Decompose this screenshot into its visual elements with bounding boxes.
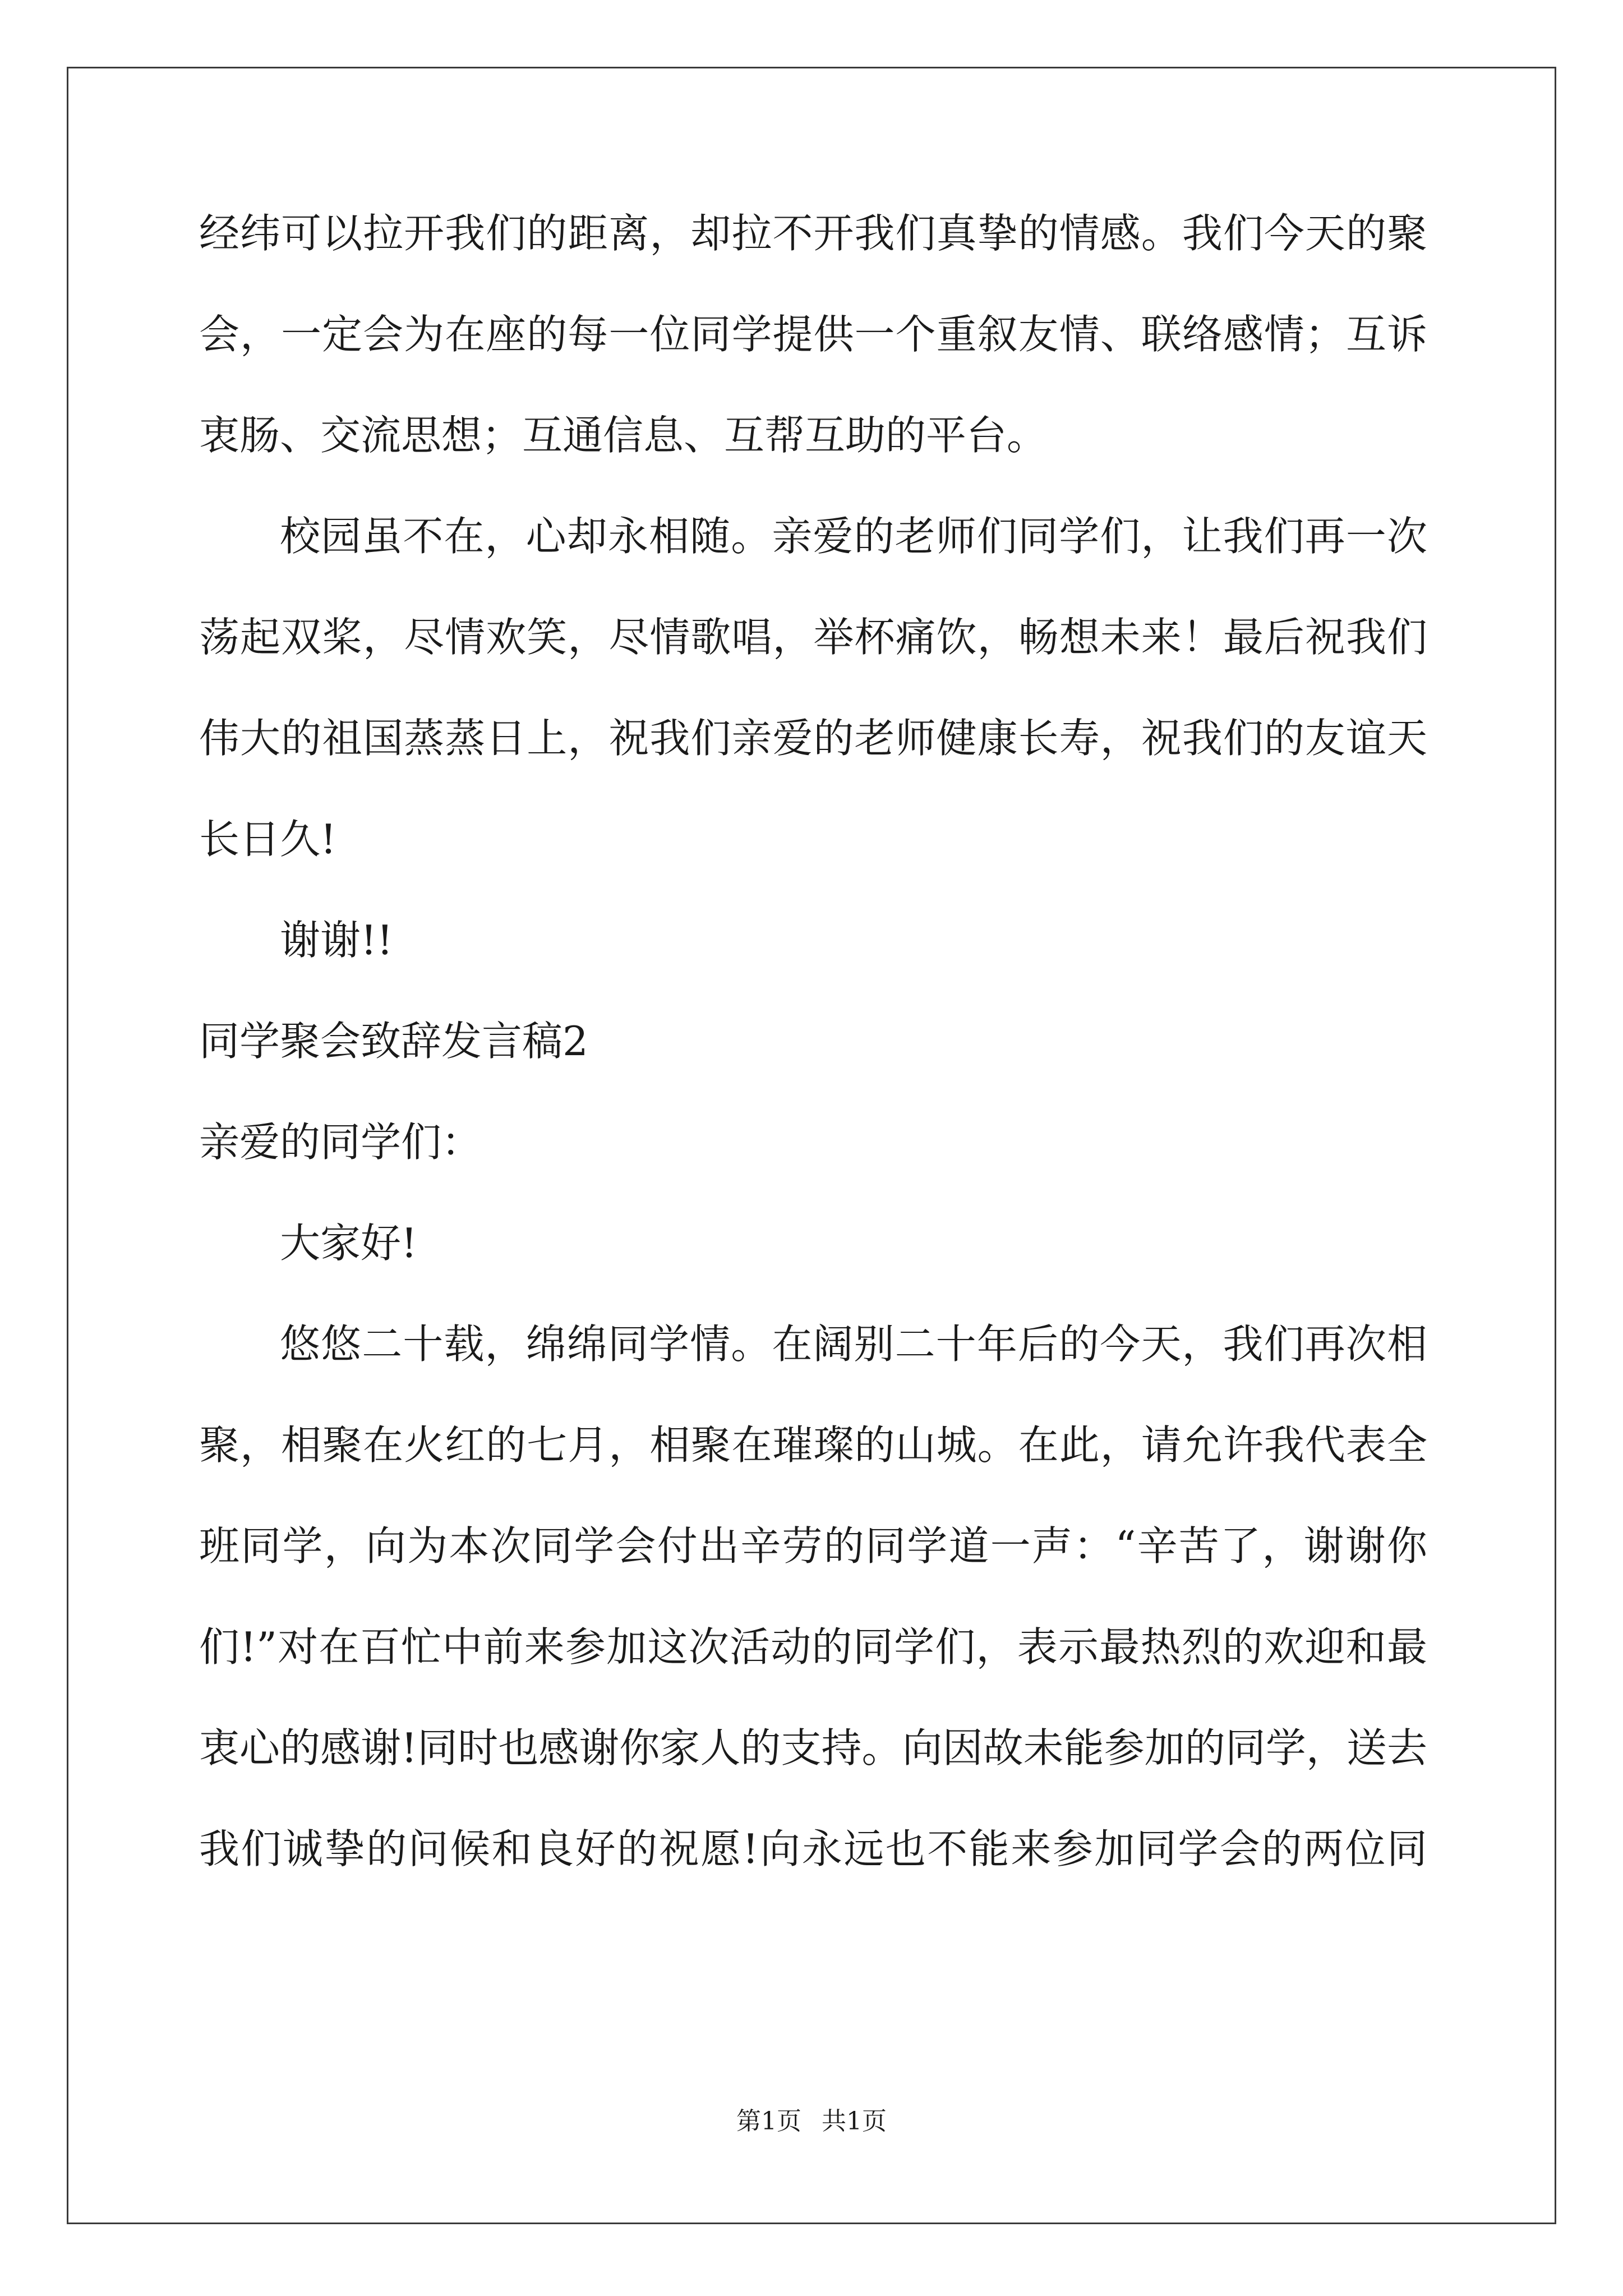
text-line-17: 我们诚挚的问候和良好的祝愿!向永远也不能来参加同学会的两位同 [199,1825,1427,1872]
text-line-12: 悠悠二十载，绵绵同学情。在阔别二十年后的今天，我们再次相 [280,1320,1427,1368]
greeting: 大家好! [280,1220,417,1267]
text-line-5: 荡起双桨，尽情欢笑，尽情歌唱，举杯痛饮，畅想未来！最后祝我们 [199,614,1427,661]
text-line-7: 长日久! [199,816,336,863]
text-line-3: 衷肠、交流思想；互通信息、互帮互助的平台。 [199,412,1048,459]
text-line-4: 校园虽不在，心却永相随。亲爱的老师们同学们，让我们再一次 [280,513,1427,560]
text-line-1: 经纬可以拉开我们的距离，却拉不开我们真挚的情感。我们今天的聚 [199,210,1427,257]
text-line-14: 班同学，向为本次同学会付出辛劳的同学道一声：“辛苦了，谢谢你 [199,1522,1427,1570]
page-number: 第1页 [736,2107,801,2136]
text-line-8: 谢谢!! [280,917,393,964]
page-footer [0,2109,1623,2134]
text-line-13: 聚，相聚在火红的七月，相聚在璀璨的山城。在此，请允许我代表全 [199,1421,1427,1469]
text-line-2: 会，一定会为在座的每一位同学提供一个重叙友情、联络感情；互诉 [199,311,1427,358]
section-heading: 同学聚会致辞发言稿2 [199,1018,588,1065]
salutation: 亲爱的同学们： [199,1119,482,1166]
text-line-6: 伟大的祖国蒸蒸日上，祝我们亲爱的老师健康长寿，祝我们的友谊天 [199,715,1427,762]
text-line-15: 们!”对在百忙中前来参加这次活动的同学们，表示最热烈的欢迎和最 [199,1623,1427,1671]
document-body [199,210,1427,1930]
text-line-16: 衷心的感谢!同时也感谢你家人的支持。向因故未能参加的同学，送去 [199,1724,1427,1772]
page-total: 共1页 [822,2107,887,2136]
